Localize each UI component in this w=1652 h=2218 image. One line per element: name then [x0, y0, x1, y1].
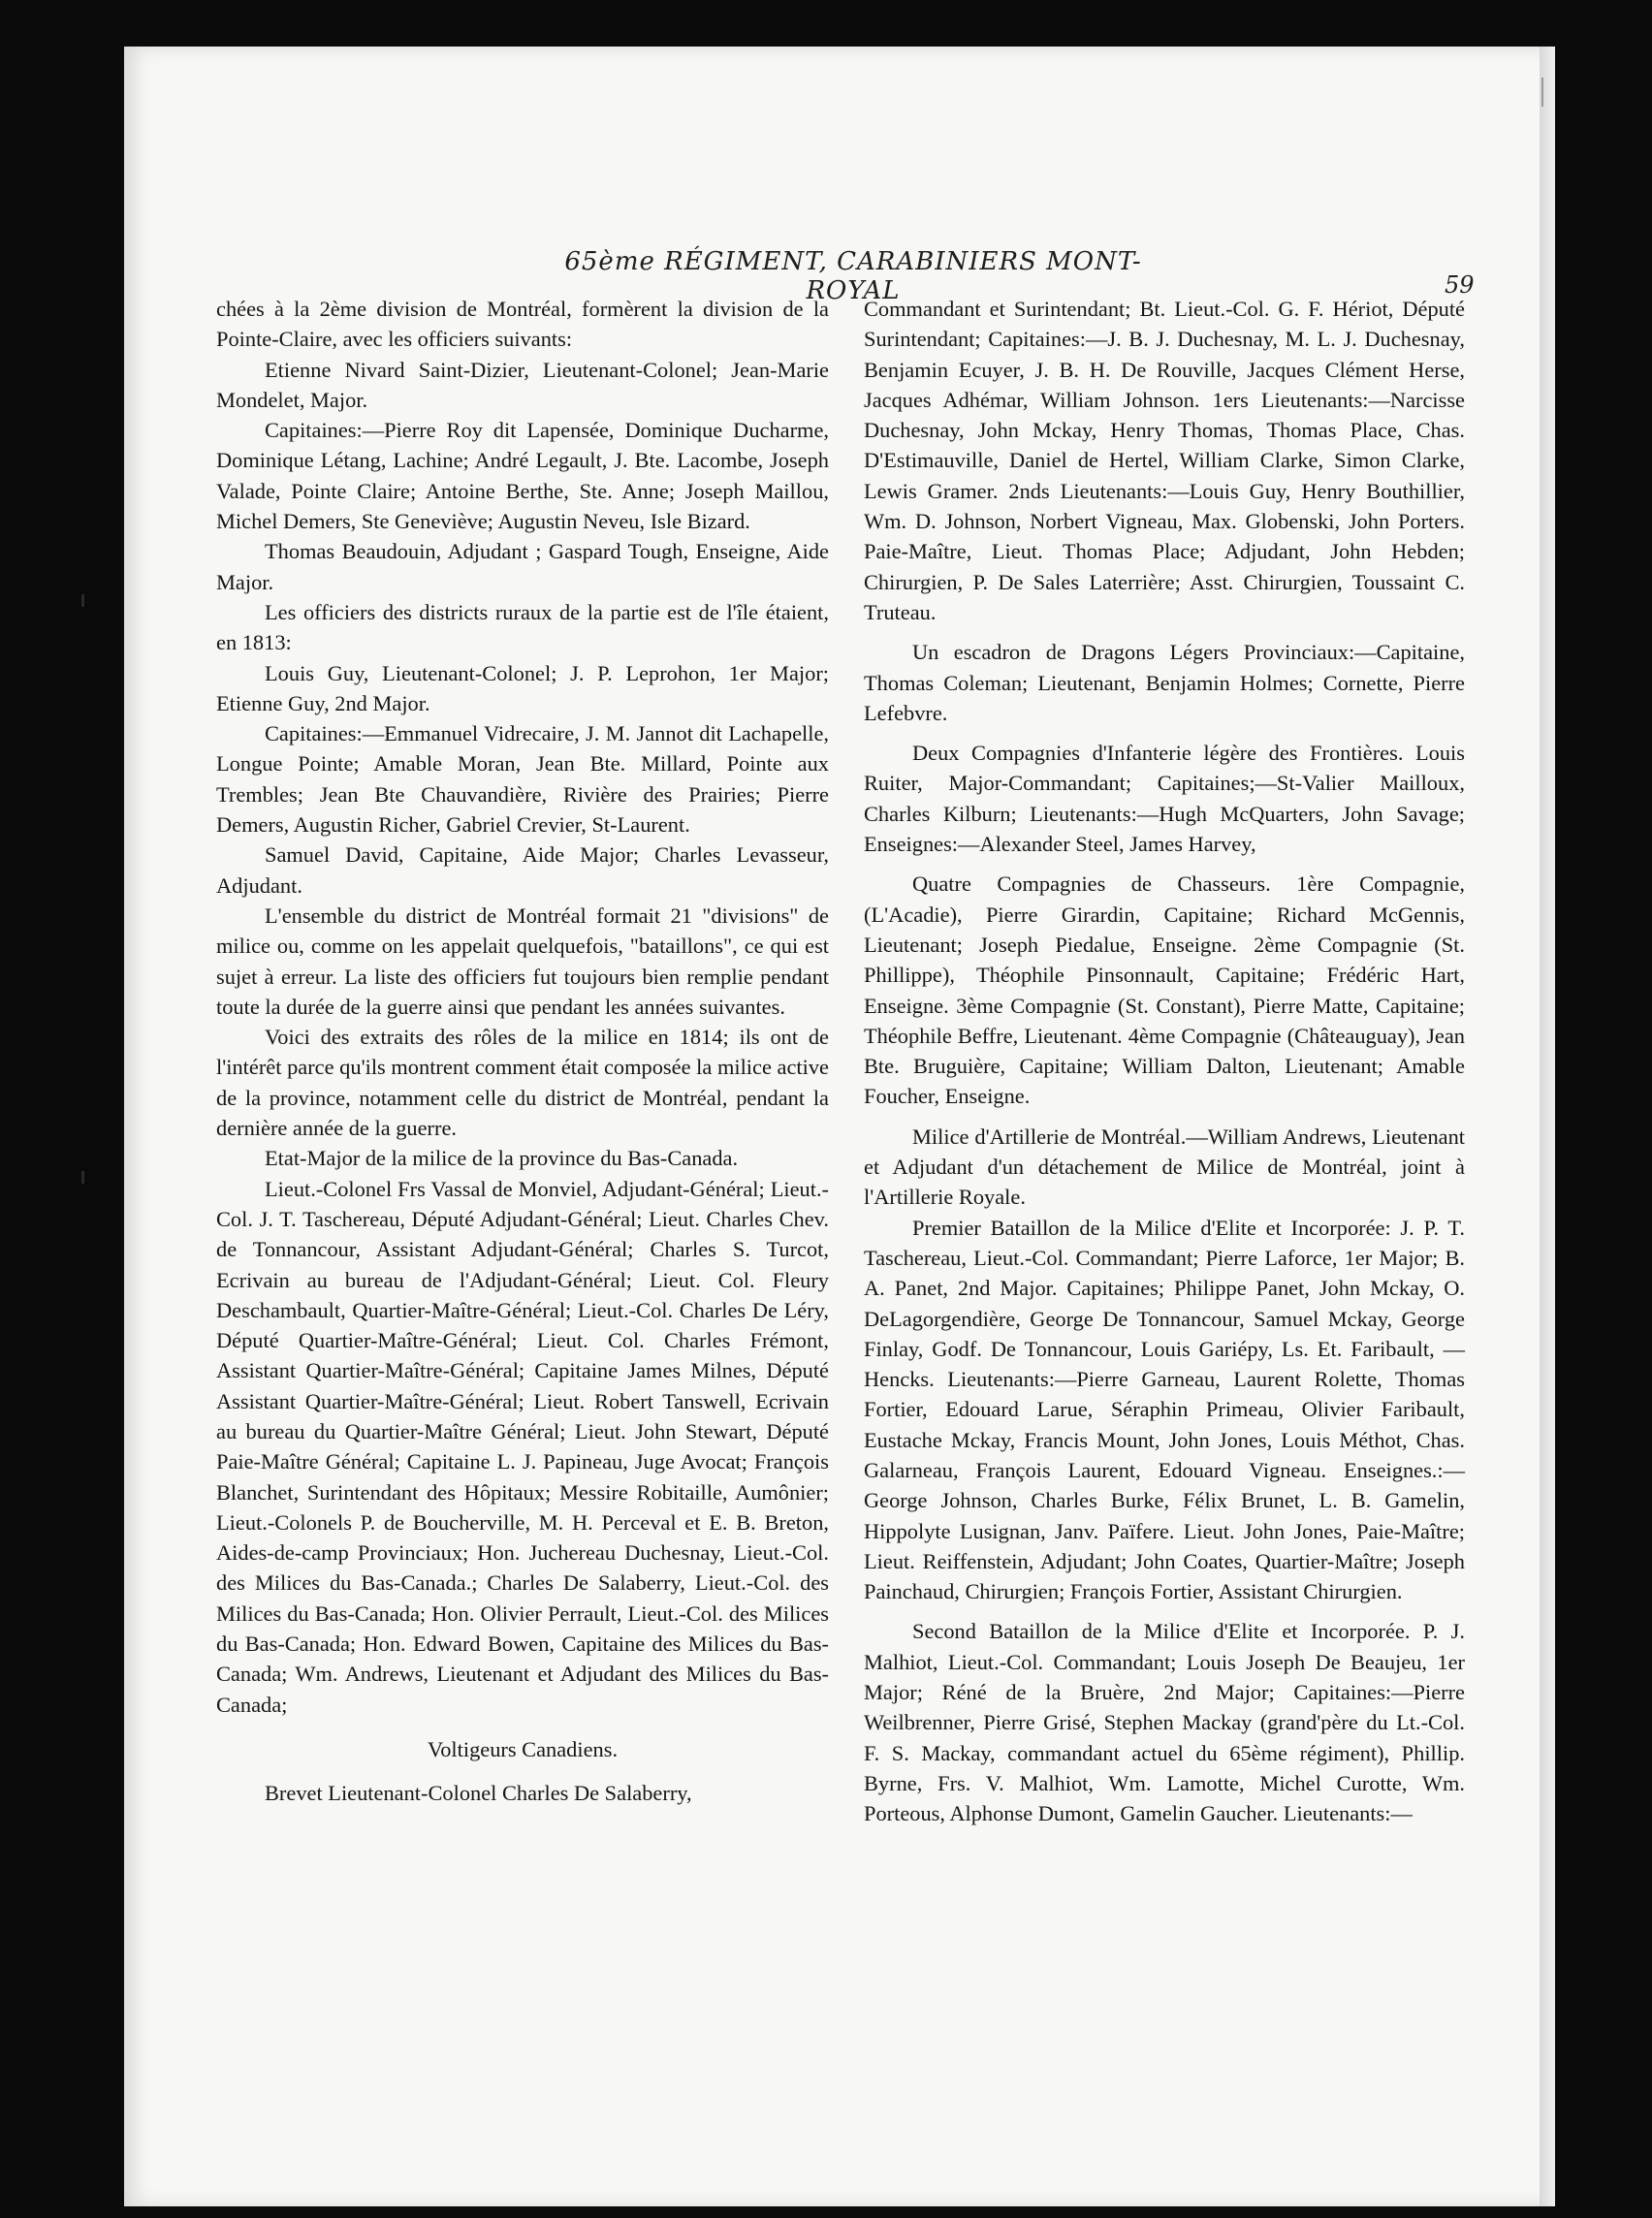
paragraph: Les officiers des districts ruraux de la partie est de l'île étaient, en 1813:: [216, 599, 829, 655]
paragraph: Samuel David, Capitaine, Aide Major; Charles Levasseur, Adjudant.: [216, 842, 829, 898]
margin-mark: [81, 1171, 84, 1184]
running-head: 65ème RÉGIMENT, CARABINIERS MONT-ROYAL: [564, 247, 1142, 305]
margin-mark: [81, 594, 84, 607]
paragraph: Louis Guy, Lieutenant-Colonel; J. P. Leprohon, 1er Major; Etienne Guy, 2nd Major.: [216, 660, 829, 715]
paragraph: Etat-Major de la milice de la province du Bas-Canada.: [265, 1146, 739, 1171]
paragraph: L'ensemble du district de Montréal formait 21 "divisions" de milice ou, comme on les appelait quelquefois, "bataillons", ce qui est sujet à erreur. La liste des officiers fut toujours bien remplie pendant toute la durée de la guerre ainsi que pendant les années suivantes.: [216, 903, 829, 1019]
paragraph: Second Bataillon de la Milice d'Elite et Incorporée. P. J. Malhiot, Lieut.-Col. Commandant; Louis Joseph De Beaujeu, 1er Major; Réné de la Bruère, 2nd Major; Capitaines:—Pierre Weilbrenner, Pierre Grisé, Stephen Mackay (grand'père du Lt.-Col. F. S. Mackay, commandant actuel du 65ème régiment), Phillip. Byrne, Frs. V. Malhiot, Wm. Lamotte, Michel Curotte, Wm. Porteous, Alphonse Dumont, Gamelin Gaucher. Lieutenants:—: [864, 1619, 1465, 1826]
paragraph: Quatre Compagnies de Chasseurs. 1ère Compagnie, (L'Acadie), Pierre Girardin, Capitaine; Richard McGennis, Lieutenant; Joseph Piedalue, Enseigne. 2ème Compagnie (St. Phillippe), Théophile Pinsonnault, Capitaine; Frédéric Hart, Enseigne. 3ème Compagnie (St. Constant), Pierre Matte, Capitaine; Théophile Beffre, Lieutenant. 4ème Compagnie (Châteauguay), Jean Bte. Bruguière, Capitaine; William Dalton, Lieutenant; Amable Foucher, Enseigne.: [864, 871, 1465, 1109]
left-column: [216, 294, 829, 1809]
right-column: [864, 294, 1465, 1829]
paragraph: Brevet Lieutenant-Colonel Charles De Salaberry,: [265, 1781, 692, 1806]
paragraph: Etienne Nivard Saint-Dizier, Lieutenant-Colonel; Jean-Marie Mondelet, Major.: [216, 357, 829, 412]
paragraph: Milice d'Artillerie de Montréal.—William Andrews, Lieutenant et Adjudant d'un détachement de Milice de Montréal, joint à l'Artillerie Royale.: [864, 1124, 1465, 1210]
paragraph: Thomas Beaudouin, Adjudant ; Gaspard Tough, Enseigne, Aide Major.: [216, 539, 829, 594]
page-number: 59: [1445, 271, 1475, 299]
paragraph: Premier Bataillon de la Milice d'Elite et Incorporée: J. P. T. Taschereau, Lieut.-Col. Commandant; Pierre Laforce, 1er Major; B. A. Panet, 2nd Major. Capitaines; Philippe Panet, John Mckay, O. DeLagorgendière, George De Tonnancour, Samuel Mckay, George Finlay, Godf. De Tonnancour, Louis Gariépy, Ls. Et. Faribault, — Hencks. Lieutenants:—Pierre Garneau, Laurent Rolette, Thomas Fortier, Edouard Larue, Séraphin Primeau, Olivier Faribault, Eustache Mckay, Francis Mount, John Jones, Louis Méthot, Chas. Galarneau, François Laurent, Edouard Vigneau. Enseignes.:—George Johnson, Charles Burke, Félix Brunet, L. B. Gamelin, Hippolyte Lusignan, Janv. Païfere. Lieut. John Jones, Paie-Maître; Lieut. Reiffenstein, Adjudant; John Coates, Quartier-Maître; Joseph Painchaud, Chirurgien; François Fortier, Assistant Chirurgien.: [864, 1215, 1465, 1604]
page-edge: [1540, 47, 1555, 2206]
paragraph: Un escadron de Dragons Légers Provinciaux:—Capitaine, Thomas Coleman; Lieutenant, Benjamin Holmes; Cornette, Pierre Lefebvre.: [864, 640, 1465, 725]
page-fold-mark: [1541, 78, 1543, 107]
paragraph: Commandant et Surintendant; Bt. Lieut.-Col. G. F. Hériot, Député Surintendant; Capitaines:—J. B. J. Duchesnay, M. L. J. Duchesnay, Benjamin Ecuyer, J. B. H. De Rouville, Jacques Clément Herse, Jacques Adhémar, William Johnson. 1ers Lieutenants:—Narcisse Duchesnay, John Mckay, Henry Thomas, Thomas Place, Chas. D'Estimauville, Daniel de Hertel, William Clarke, Simon Clarke, Lewis Gramer. 2nds Lieutenants:—Louis Guy, Henry Bouthillier, Wm. D. Johnson, Norbert Vigneau, Max. Globenski, John Porters. Paie-Maître, Lieut. Thomas Place; Adjudant, John Hebden; Chirurgien, P. De Sales Laterrière; Asst. Chirurgien, Toussaint C. Truteau.: [864, 297, 1465, 624]
paragraph: Capitaines:—Pierre Roy dit Lapensée, Dominique Ducharme, Dominique Létang, Lachine; André Legault, J. Bte. Lacombe, Joseph Valade, Pointe Claire; Antoine Berthe, Ste. Anne; Joseph Maillou, Michel Demers, Ste Geneviève; Augustin Neveu, Isle Bizard.: [216, 418, 829, 534]
paragraph: chées à la 2ème division de Montréal, formèrent la division de la Pointe-Claire, avec les officiers suivants:: [216, 297, 829, 352]
section-heading: Voltigeurs Canadiens.: [427, 1736, 619, 1761]
paragraph: Capitaines:—Emmanuel Vidrecaire, J. M. Jannot dit Lachapelle, Longue Pointe; Amable Moran, Jean Bte. Millard, Pointe aux Trembles; Jean Bte Chauvandière, Rivière des Prairies; Pierre Demers, Augustin Richer, Gabriel Crevier, St-Laurent.: [216, 721, 829, 838]
paragraph: Voici des extraits des rôles de la milice en 1814; ils ont de l'intérêt parce qu'ils montrent comment était composée la milice active de la province, notamment celle du district de Montréal, pendant la dernière année de la guerre.: [216, 1025, 829, 1141]
paragraph: Deux Compagnies d'Infanterie légère des Frontières. Louis Ruiter, Major-Commandant; Capitaines;—St-Valier Mailloux, Charles Kilburn; Lieutenants:—Hugh McQuarters, John Savage; Enseignes:—Alexander Steel, James Harvey,: [864, 741, 1465, 857]
paragraph: Lieut.-Colonel Frs Vassal de Monviel, Adjudant-Général; Lieut.-Col. J. T. Taschereau, Député Adjudant-Général; Lieut. Charles Chev. de Tonnancour, Assistant Adjudant-Général; Charles S. Turcot, Ecrivain au bureau de l'Adjudant-Général; Lieut. Col. Fleury Deschambault, Quartier-Maître-Général; Lieut.-Col. Charles De Léry, Député Quartier-Maître-Général; Lieut. Col. Charles Frémont, Assistant Quartier-Maître-Général; Capitaine James Milnes, Député Assistant Quartier-Maître-Général; Lieut. Robert Tanswell, Ecrivain au bureau du Quartier-Maître Général; Lieut. John Stewart, Député Paie-Maître Général; Capitaine L. J. Papineau, Juge Avocat; François Blanchet, Surintendant des Hôpitaux; Messire Robitaille, Aumônier; Lieut.-Colonels P. de Boucherville, M. H. Perceval et E. B. Breton, Aides-de-camp Provinciaux; Hon. Juchereau Duchesnay, Lieut.-Col. des Milices du Bas-Canada.; Charles De Salaberry, Lieut.-Col. des Milices du Bas-Canada; Hon. Olivier Perrault, Lieut.-Col. des Milices du Bas-Canada; Hon. Edward Bowen, Capitaine des Milices du Bas-Canada; Wm. Andrews, Lieutenant et Adjudant des Milices du Bas-Canada;: [216, 1176, 829, 1717]
